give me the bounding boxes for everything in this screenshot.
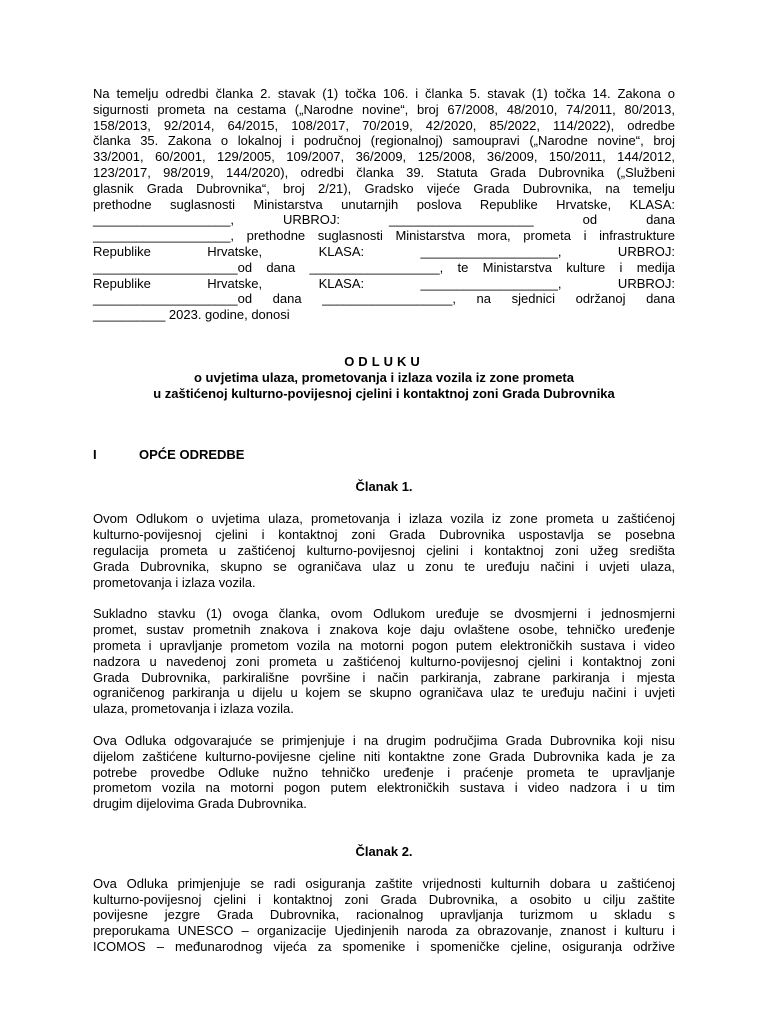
paragraph-line: promet, sustav prometnih znakova i znakova koje daju ovlaštene osobe, tehničko uređenje bbox=[93, 622, 675, 638]
paragraph-line: povijesne jezgre Grada Dubrovnika, racionalnog upravljanja turizmom u skladu s bbox=[93, 907, 675, 923]
article-heading: Članak 2. bbox=[355, 843, 413, 859]
preamble-line: ____________________od dana __________________, te Ministarstva kulture i medija bbox=[93, 259, 675, 275]
paragraph-line: Ova Odluka primjenjuje se radi osiguranja zaštite vrijednosti kulturnih dobara u zaštićenoj bbox=[93, 875, 675, 891]
paragraph-line: kulturno-povijesnoj cjelini i kontaktnoj zoni Grada Dubrovnika, a osobito u cilju zaštite bbox=[93, 891, 675, 907]
paragraph-line: nadzora u navedenoj zoni prometa u zaštićenoj kulturno-povijesnoj cjelini i kontaktnoj zoni bbox=[93, 653, 675, 669]
title-subtitle-line: u zaštićenoj kulturno-povijesnoj cjelini i kontaktnoj zoni Grada Dubrovnika bbox=[153, 385, 615, 401]
document-title bbox=[93, 354, 675, 401]
document-body bbox=[93, 86, 675, 955]
preamble-line: glasnik Grada Dubrovnika“, broj 2/21), Gradsko vijeće Grada Dubrovnika, na temelju bbox=[93, 180, 675, 196]
paragraph-line: Grada Dubrovnika, skupno se ograničava ulaz u zonu te uređuju načini i uvjeti ulaza, bbox=[93, 558, 675, 574]
paragraph-line: ICOMOS – međunarodnog vijeća za spomenike i spomeničke cjeline, osiguranja održive bbox=[93, 939, 675, 955]
paragraph-line: regulacija prometa u zaštićenoj kulturno-povijesnoj cjelini i kontaktnoj zoni užeg središta bbox=[93, 542, 675, 558]
paragraph-line: prometa i upravljanje prometom vozila na motorni pogon putem elektroničkih sustava i video bbox=[93, 637, 675, 653]
article1-paragraph-3 bbox=[93, 733, 675, 812]
article1-paragraph-1 bbox=[93, 511, 675, 590]
paragraph-line: dijelom zaštićene kulturno-povijesne cjeline niti kontaktne zone Grada Dubrovnika kada je za bbox=[93, 748, 675, 764]
paragraph-line: Grada Dubrovnika, parkirališne površine i način parkiranja, zabrane parkiranja i mjesta bbox=[93, 669, 675, 685]
article1-paragraph-2 bbox=[93, 606, 675, 717]
paragraph-line: potrebe provedbe Odluke nužno tehničko uređenje i praćenje prometa te upravljanje bbox=[93, 764, 675, 780]
preamble bbox=[93, 86, 675, 323]
article-heading: Članak 1. bbox=[355, 479, 413, 495]
preamble-line: ___________________, URBROJ: ____________________ od dana bbox=[93, 212, 675, 228]
paragraph-line: ograničenog parkiranja u dijelu u kojem se skupno ograničava ulaz te uređuju načini i uvjeti bbox=[93, 685, 675, 701]
preamble-line: 158/2013, 92/2014, 64/2015, 108/2017, 70/2019, 42/2020, 85/2022, 114/2022), odredbe bbox=[93, 117, 675, 133]
preamble-line: članka 35. Zakona o lokalnoj i područnoj (regionalnoj) samoupravi („Narodne novine“, broj bbox=[93, 133, 675, 149]
section-number: I bbox=[93, 447, 97, 463]
preamble-line: ____________________od dana __________________, na sjednici održanoj dana bbox=[93, 291, 675, 307]
paragraph-line: prometovanja i izlaza vozila. bbox=[93, 574, 256, 590]
preamble-line: ___________________, prethodne suglasnosti Ministarstva mora, prometa i infrastrukture bbox=[93, 228, 675, 244]
paragraph-line: Sukladno stavku (1) ovoga članka, ovom Odlukom uređuje se dvosmjerni i jednosmjerni bbox=[93, 606, 675, 622]
preamble-line: 33/2001, 60/2001, 129/2005, 109/2007, 36/2009, 125/2008, 36/2009, 150/2011, 144/2012, bbox=[93, 149, 675, 165]
preamble-line: Na temelju odredbi članka 2. stavak (1) točka 106. i članka 5. stavak (1) točka 14. Zakona o bbox=[93, 86, 675, 101]
paragraph-line: kulturno-povijesnoj cjelini i kontaktnoj zoni Grada Dubrovnika uspostavlja se posebna bbox=[93, 527, 675, 543]
preamble-line: 123/2017, 98/2019, 144/2020), odredbi članka 39. Statuta Grada Dubrovnika („Službeni bbox=[93, 164, 675, 180]
preamble-line: sigurnosti prometa na cestama („Narodne novine“, broj 67/2008, 48/2010, 74/2011, 80/2013, bbox=[93, 101, 675, 117]
article2-paragraph-1 bbox=[93, 876, 675, 955]
preamble-line: __________ 2023. godine, donosi bbox=[93, 307, 290, 323]
preamble-line: prethodne suglasnosti Ministarstva unutarnjih poslova Republike Hrvatske, KLASA: bbox=[93, 196, 675, 212]
title-subtitle-line: o uvjetima ulaza, prometovanja i izlaza vozila iz zone prometa bbox=[194, 369, 574, 385]
preamble-line: Republike Hrvatske, KLASA: ___________________, URBROJ: bbox=[93, 243, 675, 259]
paragraph-line: Ovom Odlukom o uvjetima ulaza, prometovanja i izlaza vozila iz zone prometa u zaštićenoj bbox=[93, 511, 675, 527]
preamble-line: Republike Hrvatske, KLASA: ___________________, URBROJ: bbox=[93, 275, 675, 291]
section-heading bbox=[93, 447, 675, 463]
paragraph-line: drugim dijelovima Grada Dubrovnika. bbox=[93, 796, 307, 812]
paragraph-line: ulaza, prometovanja i izlaza vozila. bbox=[93, 701, 294, 717]
paragraph-line: preporukama UNESCO – organizacije Ujedinjenih naroda za obrazovanje, znanost i kulturu i bbox=[93, 923, 675, 939]
paragraph-line: Ova Odluka odgovarajuće se primjenjuje i na drugim područjima Grada Dubrovnika koji nisu bbox=[93, 732, 675, 748]
section-title: OPĆE ODREDBE bbox=[139, 447, 245, 463]
title-main: ODLUKU bbox=[344, 353, 424, 369]
paragraph-line: prometom vozila na motorni pogon putem elektroničkih sustava i video nadzora i u tim bbox=[93, 780, 675, 796]
